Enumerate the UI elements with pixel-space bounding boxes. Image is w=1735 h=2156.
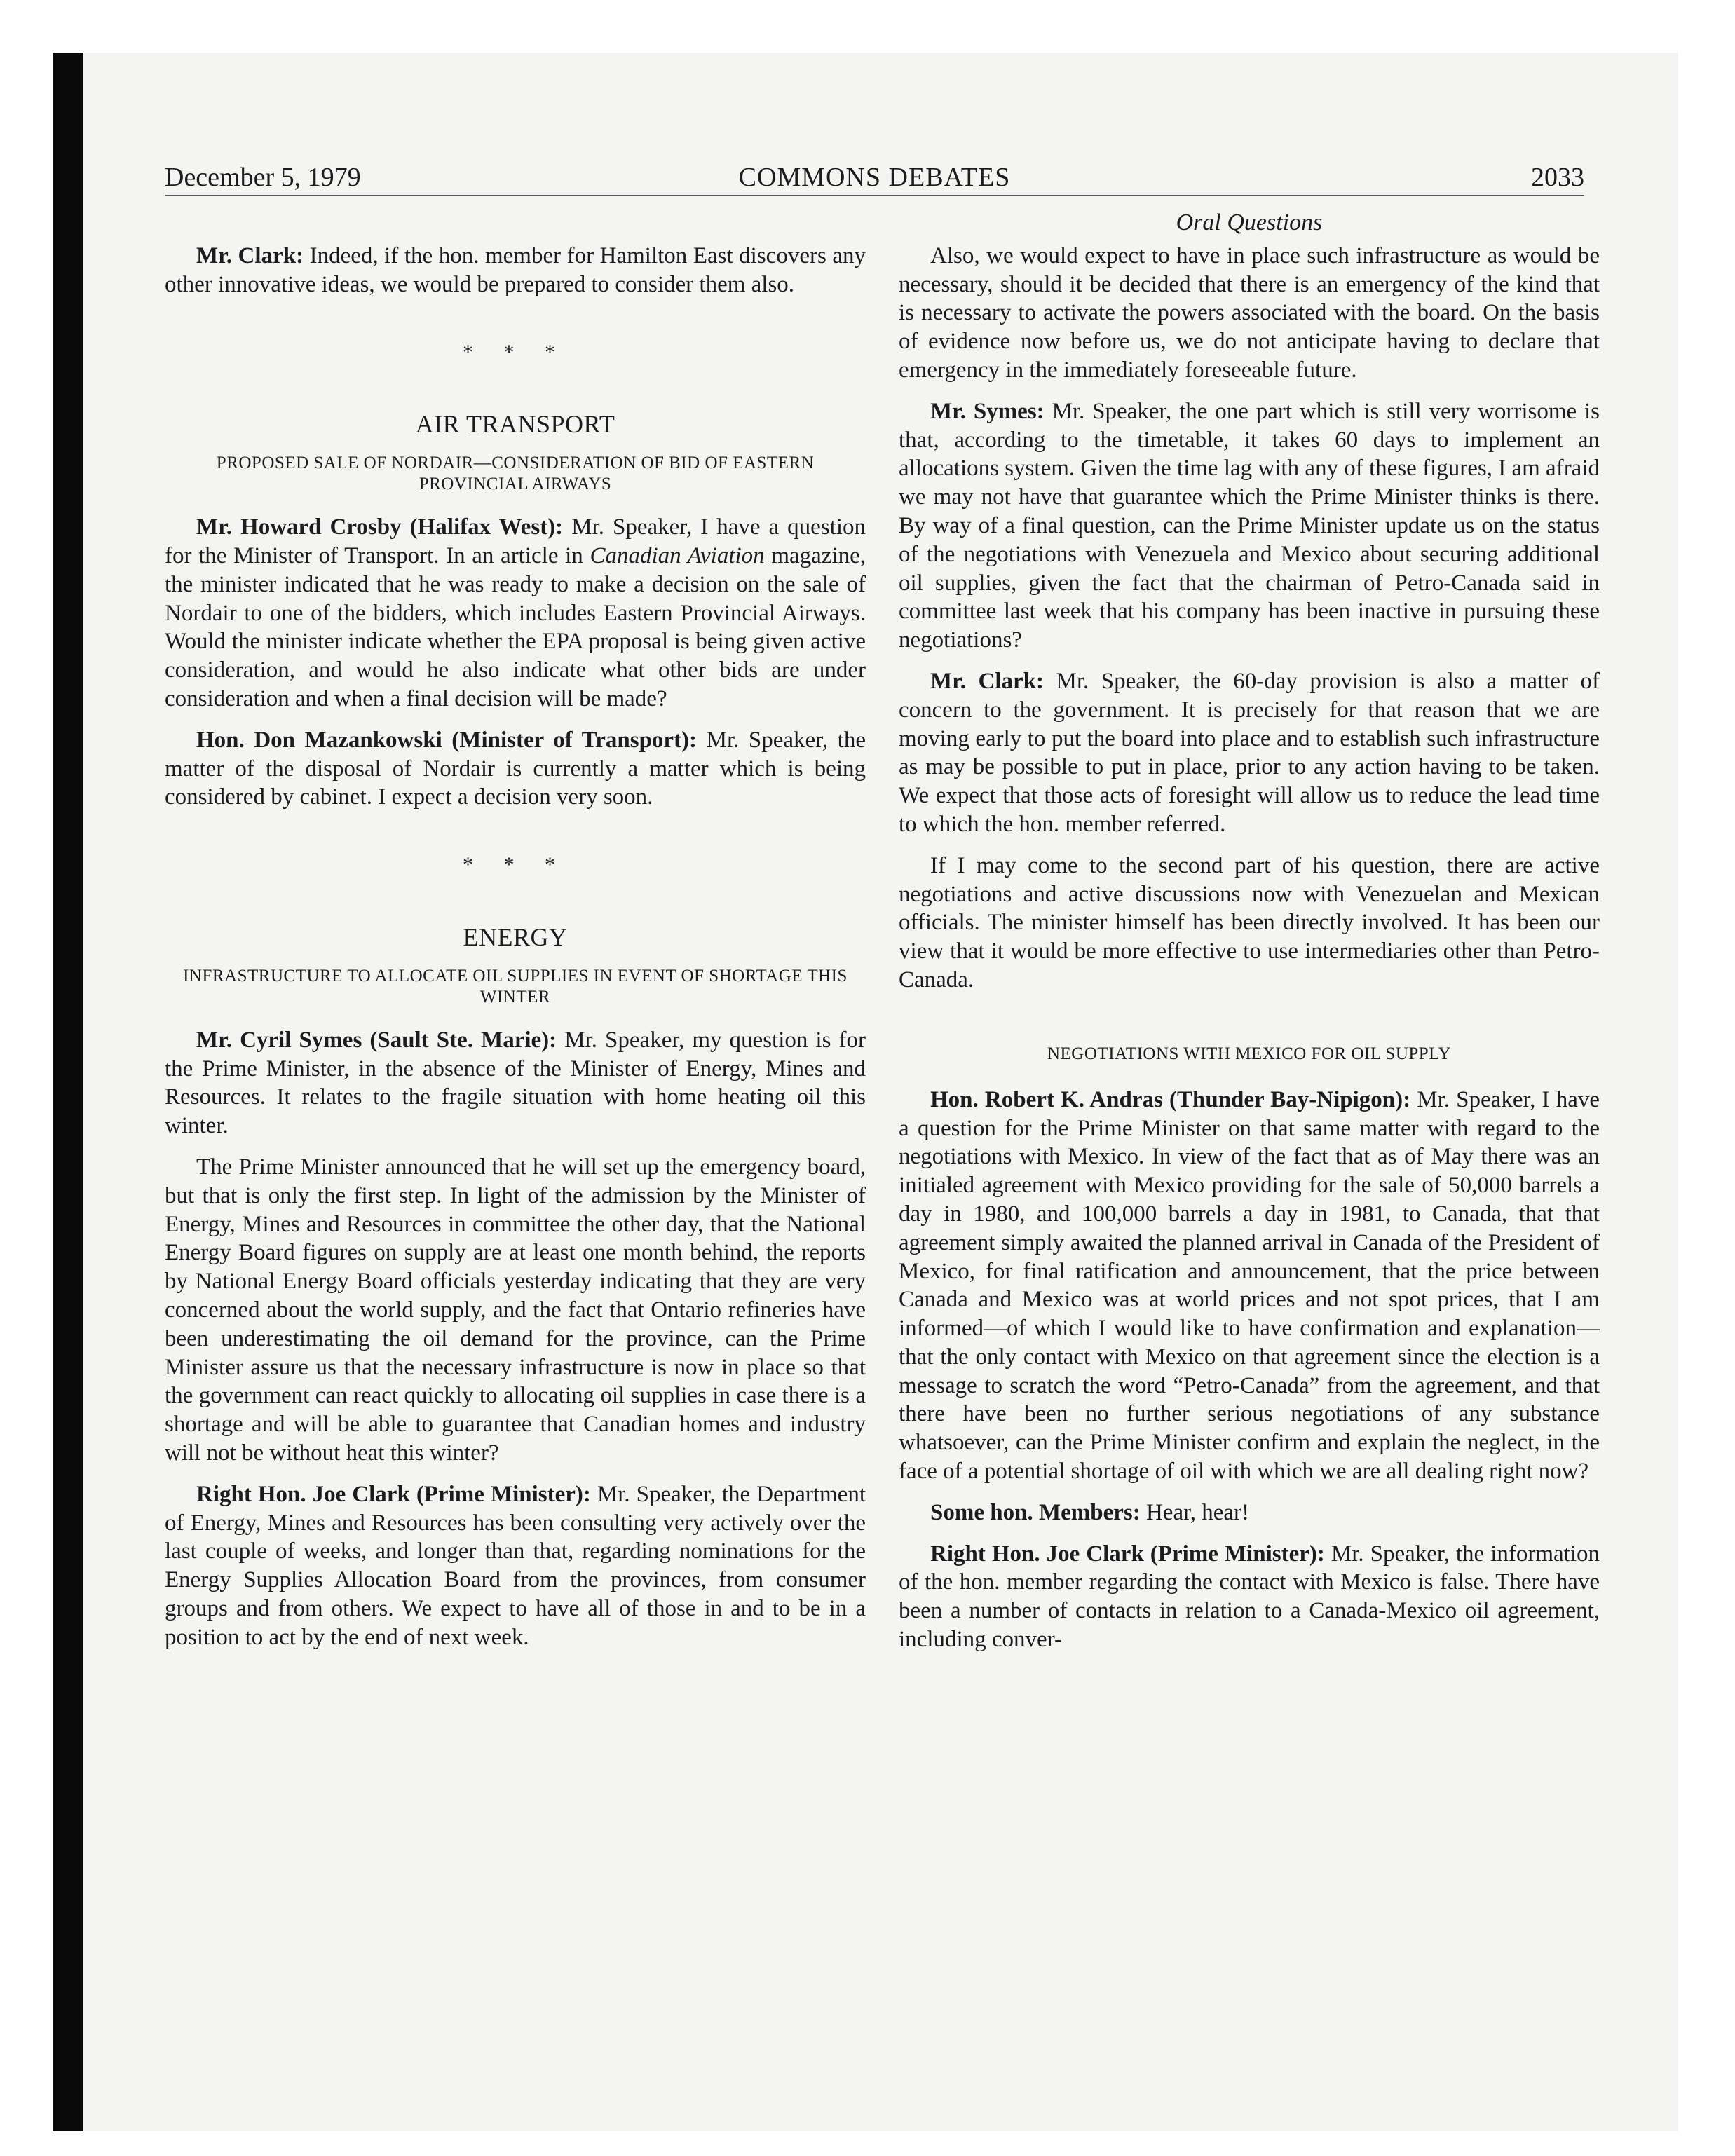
- paragraph-crosby: [165, 513, 866, 714]
- speech-text: Mr. Speaker, I have a question for the Prime Minister on that same matter with regard to the negotiations with Mexico. In view of the fact that as of May there was an initialed agreement with Mexico providing for the sale of 50,000 barrels a day in 1980, and 100,000 barrels a day in 1981, to Canada, that that agreement simply awaited the planned arrival in Canada of the President of Mexico, for final ratification and announcement, that the price between Canada and Mexico was at world prices and not spot prices, that I am informed—of which I would like to have confirmation and explanation—that the only contact with Mexico on that agreement since the election is a message to scratch the word “Petro-Canada” from the agreement, and that there have been no further serious negotiations of any substance whatsoever, can the Prime Minister confirm and explain the neglect, in the face of a potential shortage of oil with which we are all dealing right now?: [899, 1086, 1600, 1485]
- paragraph-clark-continued: Also, we would expect to have in place such infrastructure as would be necessary, should it be decided that there is an emergency of the kind that is necessary to activate the powers associated with the board. On the basis of evidence now before us, we do not anticipate having to declare that emergency in the immediately foreseeable future.: [899, 243, 1600, 383]
- paragraph-clark-2: [165, 1480, 866, 1652]
- header-page-number: 2033: [1531, 163, 1584, 192]
- paragraph-clark-5: [899, 1540, 1600, 1654]
- paragraph-clark-4: If I may come to the second part of his question, there are active negotiations and active discussions now with Venezuelan and Mexican officials. The minister himself has been directly involved. It has been our view that it would be more effective to use intermediaries other than Petro-Canada.: [899, 852, 1600, 992]
- speaker-name: Mr. Cyril Symes (Sault Ste. Marie):: [196, 1027, 557, 1053]
- paragraph-andras: [899, 1086, 1600, 1486]
- speech-text: Mr. Speaker, my question is for the Prime Minister, in the absence of the Minister of Energy, Mines and Resources. It relates to the fragile situation with home heating oil this winter.: [165, 1027, 866, 1139]
- speaker-name: Mr. Howard Crosby (Halifax West):: [196, 514, 564, 540]
- speech-text: Indeed, if the hon. member for Hamilton East discovers any other innovative ideas, we would be prepared to consider them also.: [165, 243, 866, 297]
- section-separator: * * *: [463, 340, 568, 364]
- page-header: [165, 160, 1584, 196]
- publication-title: Canadian Aviation: [590, 543, 765, 568]
- paragraph-symes-2: The Prime Minister announced that he will set up the emergency board, but that is only the first step. In light of the admission by the Minister of Energy, Mines and Resources in committee the other day, that the National Energy Board figures on supply are at least one month behind, the reports by National Energy Board officials yesterday indicating that they are very concerned about the world supply, and the fact that Ontario refineries have been underestimating the oil demand for the province, can the Prime Minister assure us that the necessary infrastructure is now in place so that the government can react quickly to allocating oil supplies in case there is a shortage and will be able to guarantee that Canadian homes and industry will not be without heat this winter?: [165, 1154, 866, 1466]
- speech-text: Mr. Speaker, the one part which is still very worrisome is that, according to the timetable, it takes 60 days to implement an allocations system. Given the time lag with any of these figures, I am afraid we may not have that guarantee which the Prime Minister thinks is there. By way of a final question, can the Prime Minister update us on the status of the negotiations with Venezuela and Mexico about securing additional oil supplies, given the fact that the chairman of Petro-Canada said in committee last week that his company has been inactive in pursuing these negotiations?: [899, 398, 1600, 653]
- section-heading-energy: ENERGY: [463, 922, 568, 951]
- speech-text: Mr. Speaker, the matter of the disposal of Nordair is currently a matter which is being considered by cabinet. I expect a decision very soon.: [165, 727, 866, 810]
- paragraph-clark-1: [165, 242, 866, 299]
- left-column: [165, 242, 866, 1664]
- speaker-name: Mr. Clark:: [196, 243, 304, 268]
- section-separator: * * *: [463, 853, 568, 877]
- paragraph-symes-3: [899, 397, 1600, 655]
- header-date: December 5, 1979: [165, 163, 361, 192]
- speech-text: Hear, hear!: [1140, 1499, 1250, 1525]
- speech-text: Mr. Speaker, the Department of Energy, Mines and Resources has been consulting very actively over the last couple of weeks, and longer than that, regarding nominations for the Energy Supplies Allocation Board from the provinces, from consumer groups and from others. We expect to have all of those in and to be in a position to act by the end of next week.: [165, 1481, 866, 1650]
- speaker-name: Mr. Clark:: [930, 668, 1044, 694]
- subheading-nordair: PROPOSED SALE OF NORDAIR—CONSIDERATION OF BID OF EASTERN PROVINCIAL AIRWAYS: [216, 453, 815, 494]
- speech-text: Mr. Speaker, I have a question for the Minister of Transport. In an article in: [165, 514, 866, 568]
- subheading-mexico: NEGOTIATIONS WITH MEXICO FOR OIL SUPPLY: [1047, 1044, 1452, 1063]
- speaker-name: Some hon. Members:: [930, 1499, 1141, 1525]
- speaker-name: Hon. Robert K. Andras (Thunder Bay-Nipigon):: [930, 1086, 1411, 1112]
- paragraph-members: [899, 1499, 1600, 1527]
- speaker-name: Right Hon. Joe Clark (Prime Minister):: [196, 1481, 591, 1507]
- running-head: Oral Questions: [1176, 210, 1323, 236]
- section-heading-air-transport: AIR TRANSPORT: [415, 410, 615, 439]
- speech-text: Mr. Speaker, the 60-day provision is also a matter of concern to the government. It is precisely for that reason that we are moving early to put the board into place and to establish such infrastructure as may be possible to put in place, prior to any action having to be taken. We expect that those acts of foresight will allow us to reduce the lead time to which the hon. member referred.: [899, 668, 1600, 837]
- speech-text: magazine, the minister indicated that he was ready to make a decision on the sale of Nordair to one of the bidders, which includes Eastern Provincial Airways. Would the minister indicate whether the EPA proposal is being given active consideration, and would he also indicate what other bids are under consideration and when a final decision will be made?: [165, 543, 866, 711]
- right-column: [899, 209, 1600, 1667]
- speaker-name: Hon. Don Mazankowski (Minister of Transport):: [196, 727, 698, 753]
- speaker-name: Mr. Symes:: [930, 398, 1045, 424]
- scan-edge: [53, 53, 83, 2131]
- header-publication: COMMONS DEBATES: [738, 163, 1011, 192]
- speech-text: Mr. Speaker, the information of the hon. member regarding the contact with Mexico is false. There have been a number of contacts in relation to a Canada-Mexico oil agreement, including conver-: [899, 1541, 1600, 1653]
- paragraph-clark-3: [899, 667, 1600, 839]
- paragraph-symes-1: [165, 1026, 866, 1140]
- paragraph-mazankowski: [165, 726, 866, 812]
- speaker-name: Right Hon. Joe Clark (Prime Minister):: [930, 1541, 1325, 1567]
- subheading-oil-supplies: INFRASTRUCTURE TO ALLOCATE OIL SUPPLIES IN EVENT OF SHORTAGE THIS WINTER: [183, 966, 848, 1007]
